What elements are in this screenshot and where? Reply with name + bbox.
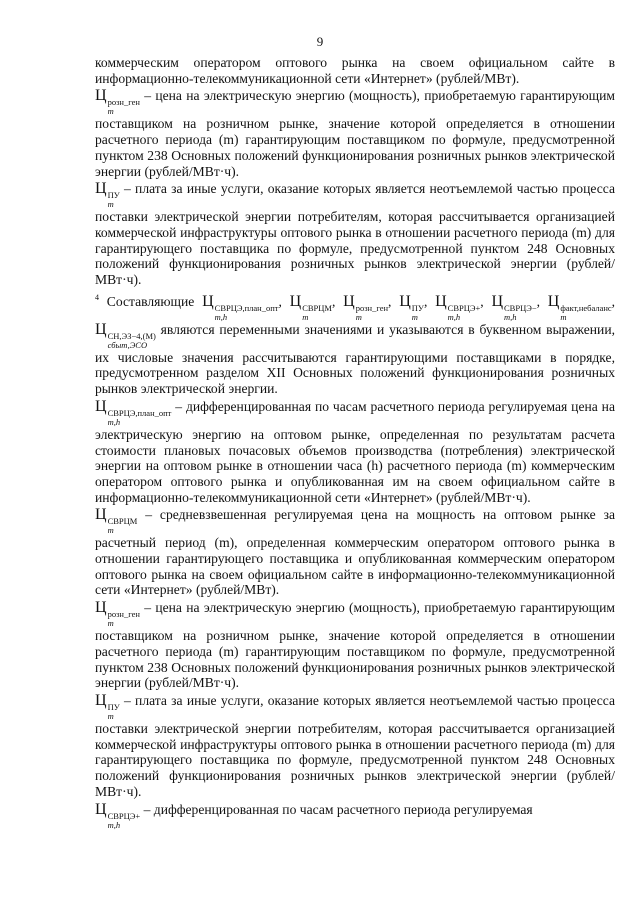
formula-symbol: Ц СВРЦМ m — [289, 292, 332, 322]
components-paragraph: $^4$ Составляющие Ц СВРЦЭ,план_опт m,h , Ц СВРЦМ m , Ц розн_ген m , Ц ПУ m , Ц СВРЦЭ+ m,h , Ц СВРЦЭ− m,h , Ц факт,небаланс m , Ц СН,ЭЗ−4,(M) сбыт,ЭСО являются переменными значениями и указываются в буквенном выражении, их числовые значения рассчитываются гарантирующими поставщиками в порядке, предусмотренном разделом XII Основных положений функционирования розничных рынков электрической энергии. — [95, 292, 616, 397]
formula-symbol: Ц розн_ген m — [95, 87, 140, 117]
definition-text: – средневзвешенная регулируемая цена на мощность на оптовом рынке за расчетный период (m), определенная коммерческим оператором оптового рынка в отношении гарантирующего поставщика и опубликованная коммерческим оператором оптового рынка на своем официальном сайте в информационно-телекоммуникационной сети «Интернет» (рублей/МВт). — [95, 507, 615, 598]
definition-text: – плата за иные услуги, оказание которых является неотъемлемой частью процесса поставки электрической энергии потребителям, которая рассчитывается организацией коммерческой инфраструктуры оптового рынка в отношении расчетного периода (m) для гарантирующего поставщика по формуле, предусмотренной пунктом 248 Основных положений функционирования розничных рынков электрической энергии (рублей/МВт·ч). — [95, 692, 615, 799]
formula-symbol: Ц ПУ m — [399, 292, 424, 322]
definition-tsena-svrtse-plus — [95, 802, 615, 830]
definition-text: – плата за иные услуги, оказание которых является неотъемлемой частью процесса поставки электрической энергии потребителям, которая рассчитывается организацией коммерческой инфраструктуры оптового рынка в отношении расчетного периода (m) для гарантирующего поставщика по формуле, предусмотренной пунктом 248 Основных положений функционирования розничных рынков электрической энергии (рублей/МВт·ч). — [95, 181, 615, 288]
page-number: 9 — [316, 34, 324, 49]
formula-symbol: Ц ПУ m — [95, 180, 120, 210]
components-tail: являются переменными значениями и указываются в буквенном выражении, их числовые значения рассчитываются гарантирующими поставщиками в порядке, предусмотренном разделом XII Основных положений функционирования розничных рынков электрической энергии. — [95, 321, 615, 397]
definition-tsena-rozn-gen-2 — [95, 600, 615, 691]
formula-symbol: Ц розн_ген m — [95, 599, 140, 629]
components-lead: Составляющие — [106, 293, 195, 309]
definition-text: – цена на электрическую энергию (мощность), приобретаемую гарантирующим поставщиком на розничном рынке, значение которой определяется в отношении расчетного периода (m) гарантирующим поставщиком по формуле, предусмотренной пунктом 238 Основных положений функционирования розничных рынков электрической энергии (рублей/МВт·ч). — [95, 88, 615, 179]
footnote-mark: 4 — [95, 292, 99, 302]
formula-symbol: Ц СВРЦЭ,план_опт m,h — [95, 397, 172, 427]
definition-text: – дифференцированная по часам расчетного периода регулируемая — [143, 801, 533, 817]
formula-symbol: Ц розн_ген m — [343, 292, 389, 322]
definition-text: – дифференцированная по часам расчетного периода регулируемая цена на электрическую энергию на оптовом рынке, определенная по результатам расчета стоимости плановых почасовых объемов производства (потребления) электрической энергии на оптовом рынке в отношении часа (h) расчетного периода (m) коммерческим оператором оптового рынка и опубликованная им на своем официальном сайте в информационно-телекоммуникационной сети «Интернет» (рублей/МВт·ч). — [95, 398, 615, 505]
definition-tsena-svrtse-plan — [95, 399, 615, 506]
formula-symbol: Ц факт,небаланс m — [547, 292, 612, 322]
definition-tsena-rozn-gen — [95, 88, 615, 179]
definition-text: – цена на электрическую энергию (мощность), приобретаемую гарантирующим поставщиком на розничном рынке, значение которой определяется в отношении расчетного периода (m) гарантирующим поставщиком по формуле, предусмотренной пунктом 238 Основных положений функционирования розничных рынков электрической энергии (рублей/МВт·ч). — [95, 600, 615, 691]
formula-symbol: Ц СВРЦЭ+ m,h — [435, 292, 481, 322]
formula-symbol: Ц СВРЦЭ+ m,h — [95, 800, 141, 830]
document-body — [95, 55, 615, 832]
formula-symbol: Ц СВРЦЭ− m,h — [491, 292, 537, 322]
definition-tsena-pu-2 — [95, 693, 615, 800]
definition-tsena-pu — [95, 181, 615, 288]
paragraph: коммерческим оператором оптового рынка на своем официальном сайте в информационно-телекоммуникационной сети «Интернет» (рублей/МВт). — [95, 55, 615, 86]
formula-symbol: Ц СВРЦМ m — [95, 506, 138, 536]
definition-tsena-svrtsm — [95, 507, 615, 598]
formula-symbol: Ц ПУ m — [95, 691, 120, 721]
formula-symbol: Ц СН,ЭЗ−4,(M) сбыт,ЭСО — [95, 320, 156, 350]
formula-symbol: Ц СВРЦЭ,план_опт m,h — [202, 292, 279, 322]
